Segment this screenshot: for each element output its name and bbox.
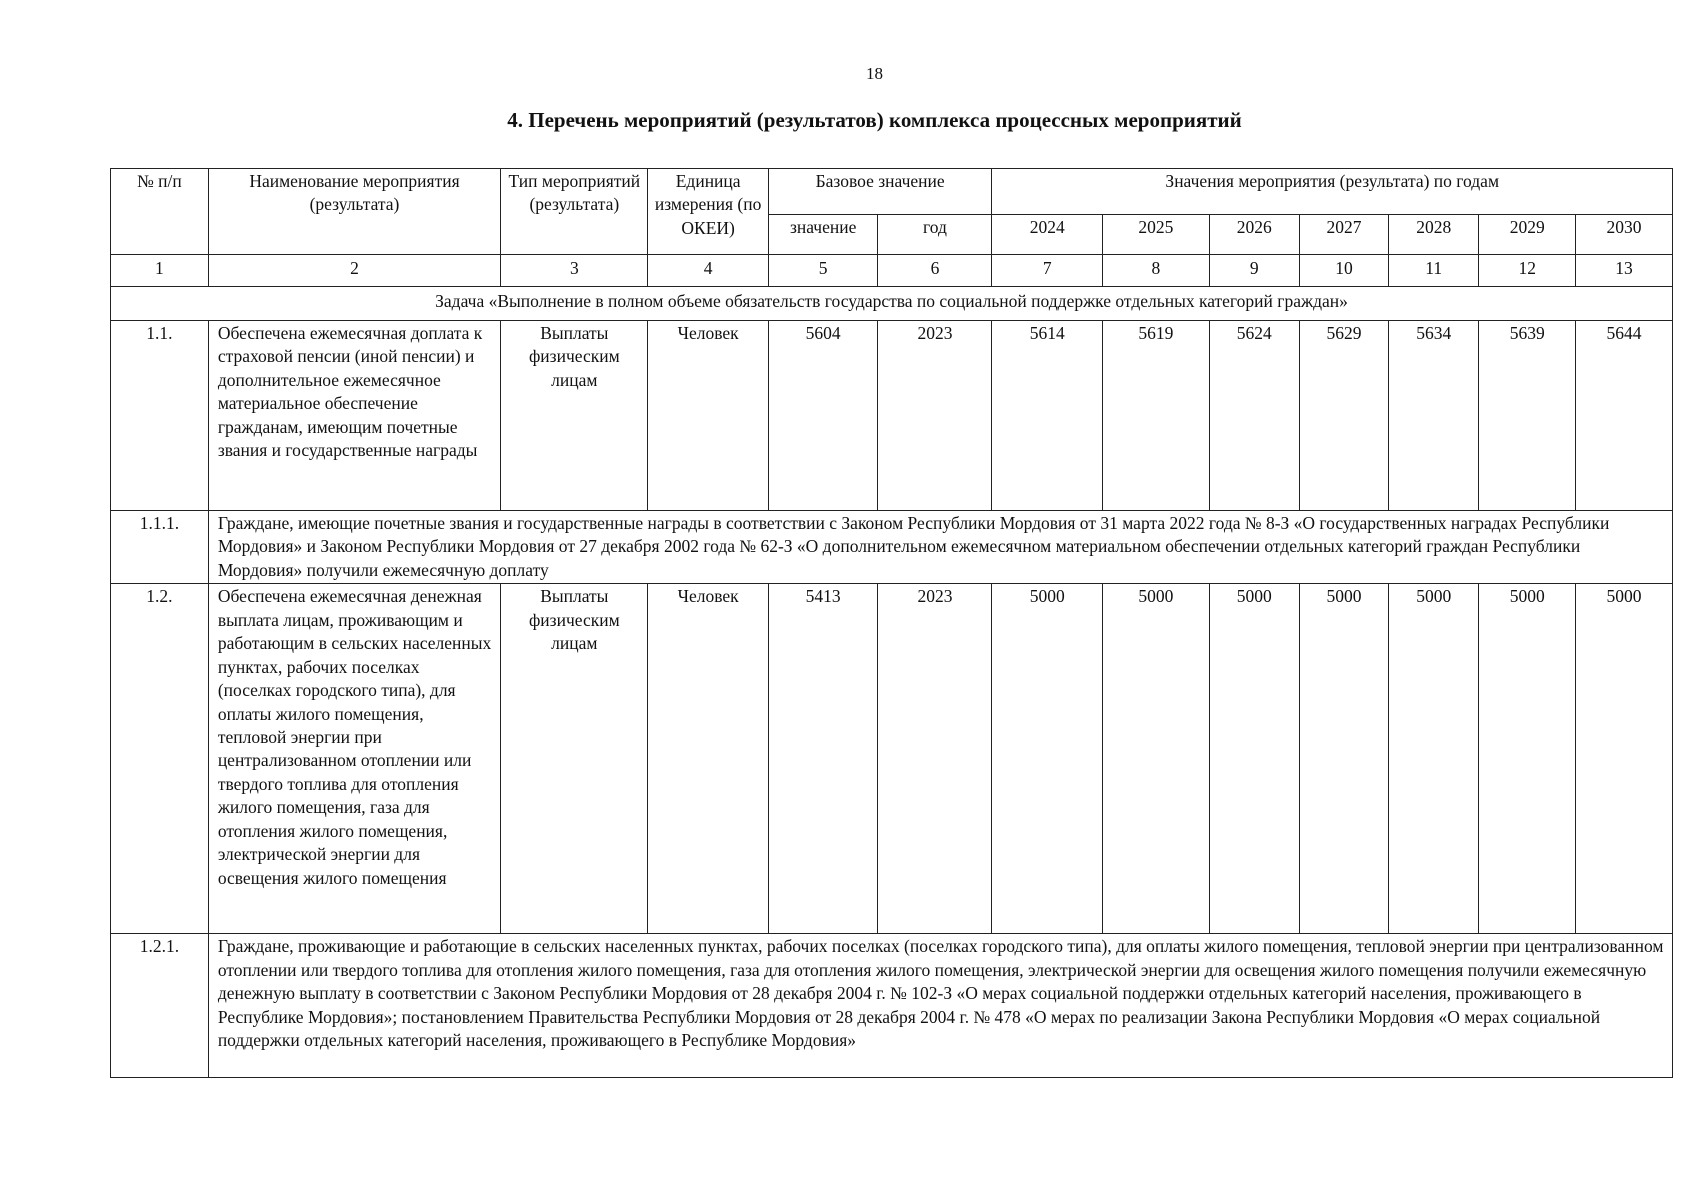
header-years: Значения мероприятия (результата) по годам xyxy=(992,169,1673,215)
row-value-2027: 5629 xyxy=(1299,321,1388,511)
row-name: Обеспечена ежемесячная денежная выплата лицам, проживающим и работающим в сельских населенных пунктах, рабочих поселках (поселках городского типа), для оплаты жилого помещения, тепловой энергии при централизованном отоплении или твердого топлива для отопления жилого помещения, газа для отопления жилого помещения, электрической энергии для освещения жилого помещения xyxy=(208,584,500,934)
column-number: 2 xyxy=(208,255,500,287)
column-number: 6 xyxy=(878,255,992,287)
row-value-2026: 5000 xyxy=(1209,584,1299,934)
header-year: 2026 xyxy=(1209,215,1299,255)
header-year: 2024 xyxy=(992,215,1103,255)
row-unit: Человек xyxy=(648,321,768,511)
header-name: Наименование мероприятия (результата) xyxy=(208,169,500,255)
header-base-year: год xyxy=(878,215,992,255)
row-base-year: 2023 xyxy=(878,321,992,511)
column-number: 10 xyxy=(1299,255,1388,287)
document-title: 4. Перечень мероприятий (результатов) комплекса процессных мероприятий xyxy=(507,108,1242,132)
row-base-year: 2023 xyxy=(878,584,992,934)
task-row xyxy=(111,287,1673,321)
row-value-2024: 5614 xyxy=(992,321,1103,511)
row-value-2030: 5000 xyxy=(1576,584,1673,934)
row-value-2028: 5000 xyxy=(1389,584,1479,934)
header-type: Тип мероприятий (результата) xyxy=(501,169,648,255)
column-number: 1 xyxy=(111,255,209,287)
row-value-2029: 5000 xyxy=(1479,584,1576,934)
row-value-2030: 5644 xyxy=(1576,321,1673,511)
column-number: 13 xyxy=(1576,255,1673,287)
task-text: Задача «Выполнение в полном объеме обязательств государства по социальной поддержке отдельных категорий граждан» xyxy=(111,287,1673,321)
header-num: № п/п xyxy=(111,169,209,255)
header-base-value: значение xyxy=(768,215,878,255)
row-type: Выплаты физическим лицам xyxy=(501,584,648,934)
column-number: 8 xyxy=(1103,255,1209,287)
row-value-2025: 5000 xyxy=(1103,584,1209,934)
header-year: 2025 xyxy=(1103,215,1209,255)
row-num: 1.2. xyxy=(111,584,209,934)
row-value-2029: 5639 xyxy=(1479,321,1576,511)
header-year: 2028 xyxy=(1389,215,1479,255)
header-year: 2030 xyxy=(1576,215,1673,255)
row-unit: Человек xyxy=(648,584,768,934)
row-base-value: 5604 xyxy=(768,321,878,511)
column-number: 7 xyxy=(992,255,1103,287)
row-value-2028: 5634 xyxy=(1389,321,1479,511)
row-value-2024: 5000 xyxy=(992,584,1103,934)
row-value-2025: 5619 xyxy=(1103,321,1209,511)
column-number: 5 xyxy=(768,255,878,287)
header-row-top xyxy=(111,169,1673,215)
column-number: 11 xyxy=(1389,255,1479,287)
column-number-row xyxy=(111,255,1673,287)
header-year: 2029 xyxy=(1479,215,1576,255)
column-number: 12 xyxy=(1479,255,1576,287)
header-unit: Единица измерения (по ОКЕИ) xyxy=(648,169,768,255)
row-type: Выплаты физическим лицам xyxy=(501,321,648,511)
column-number: 9 xyxy=(1209,255,1299,287)
row-value-2026: 5624 xyxy=(1209,321,1299,511)
table-row-note xyxy=(111,934,1673,1078)
row-num: 1.1. xyxy=(111,321,209,511)
column-number: 4 xyxy=(648,255,768,287)
table-row-note xyxy=(111,511,1673,584)
measures-table xyxy=(110,168,1673,1078)
row-base-value: 5413 xyxy=(768,584,878,934)
row-num: 1.1.1. xyxy=(111,511,209,584)
table-row xyxy=(111,321,1673,511)
table-row xyxy=(111,584,1673,934)
header-base: Базовое значение xyxy=(768,169,992,215)
row-num: 1.2.1. xyxy=(111,934,209,1078)
row-note: Граждане, имеющие почетные звания и государственные награды в соответствии с Законом Республики Мордовия от 31 марта 2022 года № 8-З «О государственных наградах Республики Мордовия» и Законом Республики Мордовия от 27 декабря 2002 года № 62-З «О дополнительном ежемесячном материальном обеспечении отдельных категорий граждан Республики Мордовия» получили ежемесячную доплату xyxy=(208,511,1672,584)
header-year: 2027 xyxy=(1299,215,1388,255)
column-number: 3 xyxy=(501,255,648,287)
page-number: 18 xyxy=(866,64,883,83)
row-value-2027: 5000 xyxy=(1299,584,1388,934)
row-name: Обеспечена ежемесячная доплата к страховой пенсии (иной пенсии) и дополнительное ежемесячное материальное обеспечение гражданам, имеющим почетные звания и государственные награды xyxy=(208,321,500,511)
row-note: Граждане, проживающие и работающие в сельских населенных пунктах, рабочих поселках (поселках городского типа), для оплаты жилого помещения, тепловой энергии при централизованном отоплении или твердого топлива для отопления жилого помещения, газа для отопления жилого помещения, электрической энергии для освещения жилого помещения получили ежемесячную денежную выплату в соответствии с Законом Республики Мордовия от 28 декабря 2004 г. № 102-З «О мерах социальной поддержки отдельных категорий населения, проживающего в Республике Мордовия»; постановлением Правительства Республики Мордовия от 28 декабря 2004 г. № 478 «О мерах по реализации Закона Республики Мордовия «О мерах социальной поддержки отдельных категорий населения, проживающего в Республике Мордовия» xyxy=(208,934,1672,1078)
